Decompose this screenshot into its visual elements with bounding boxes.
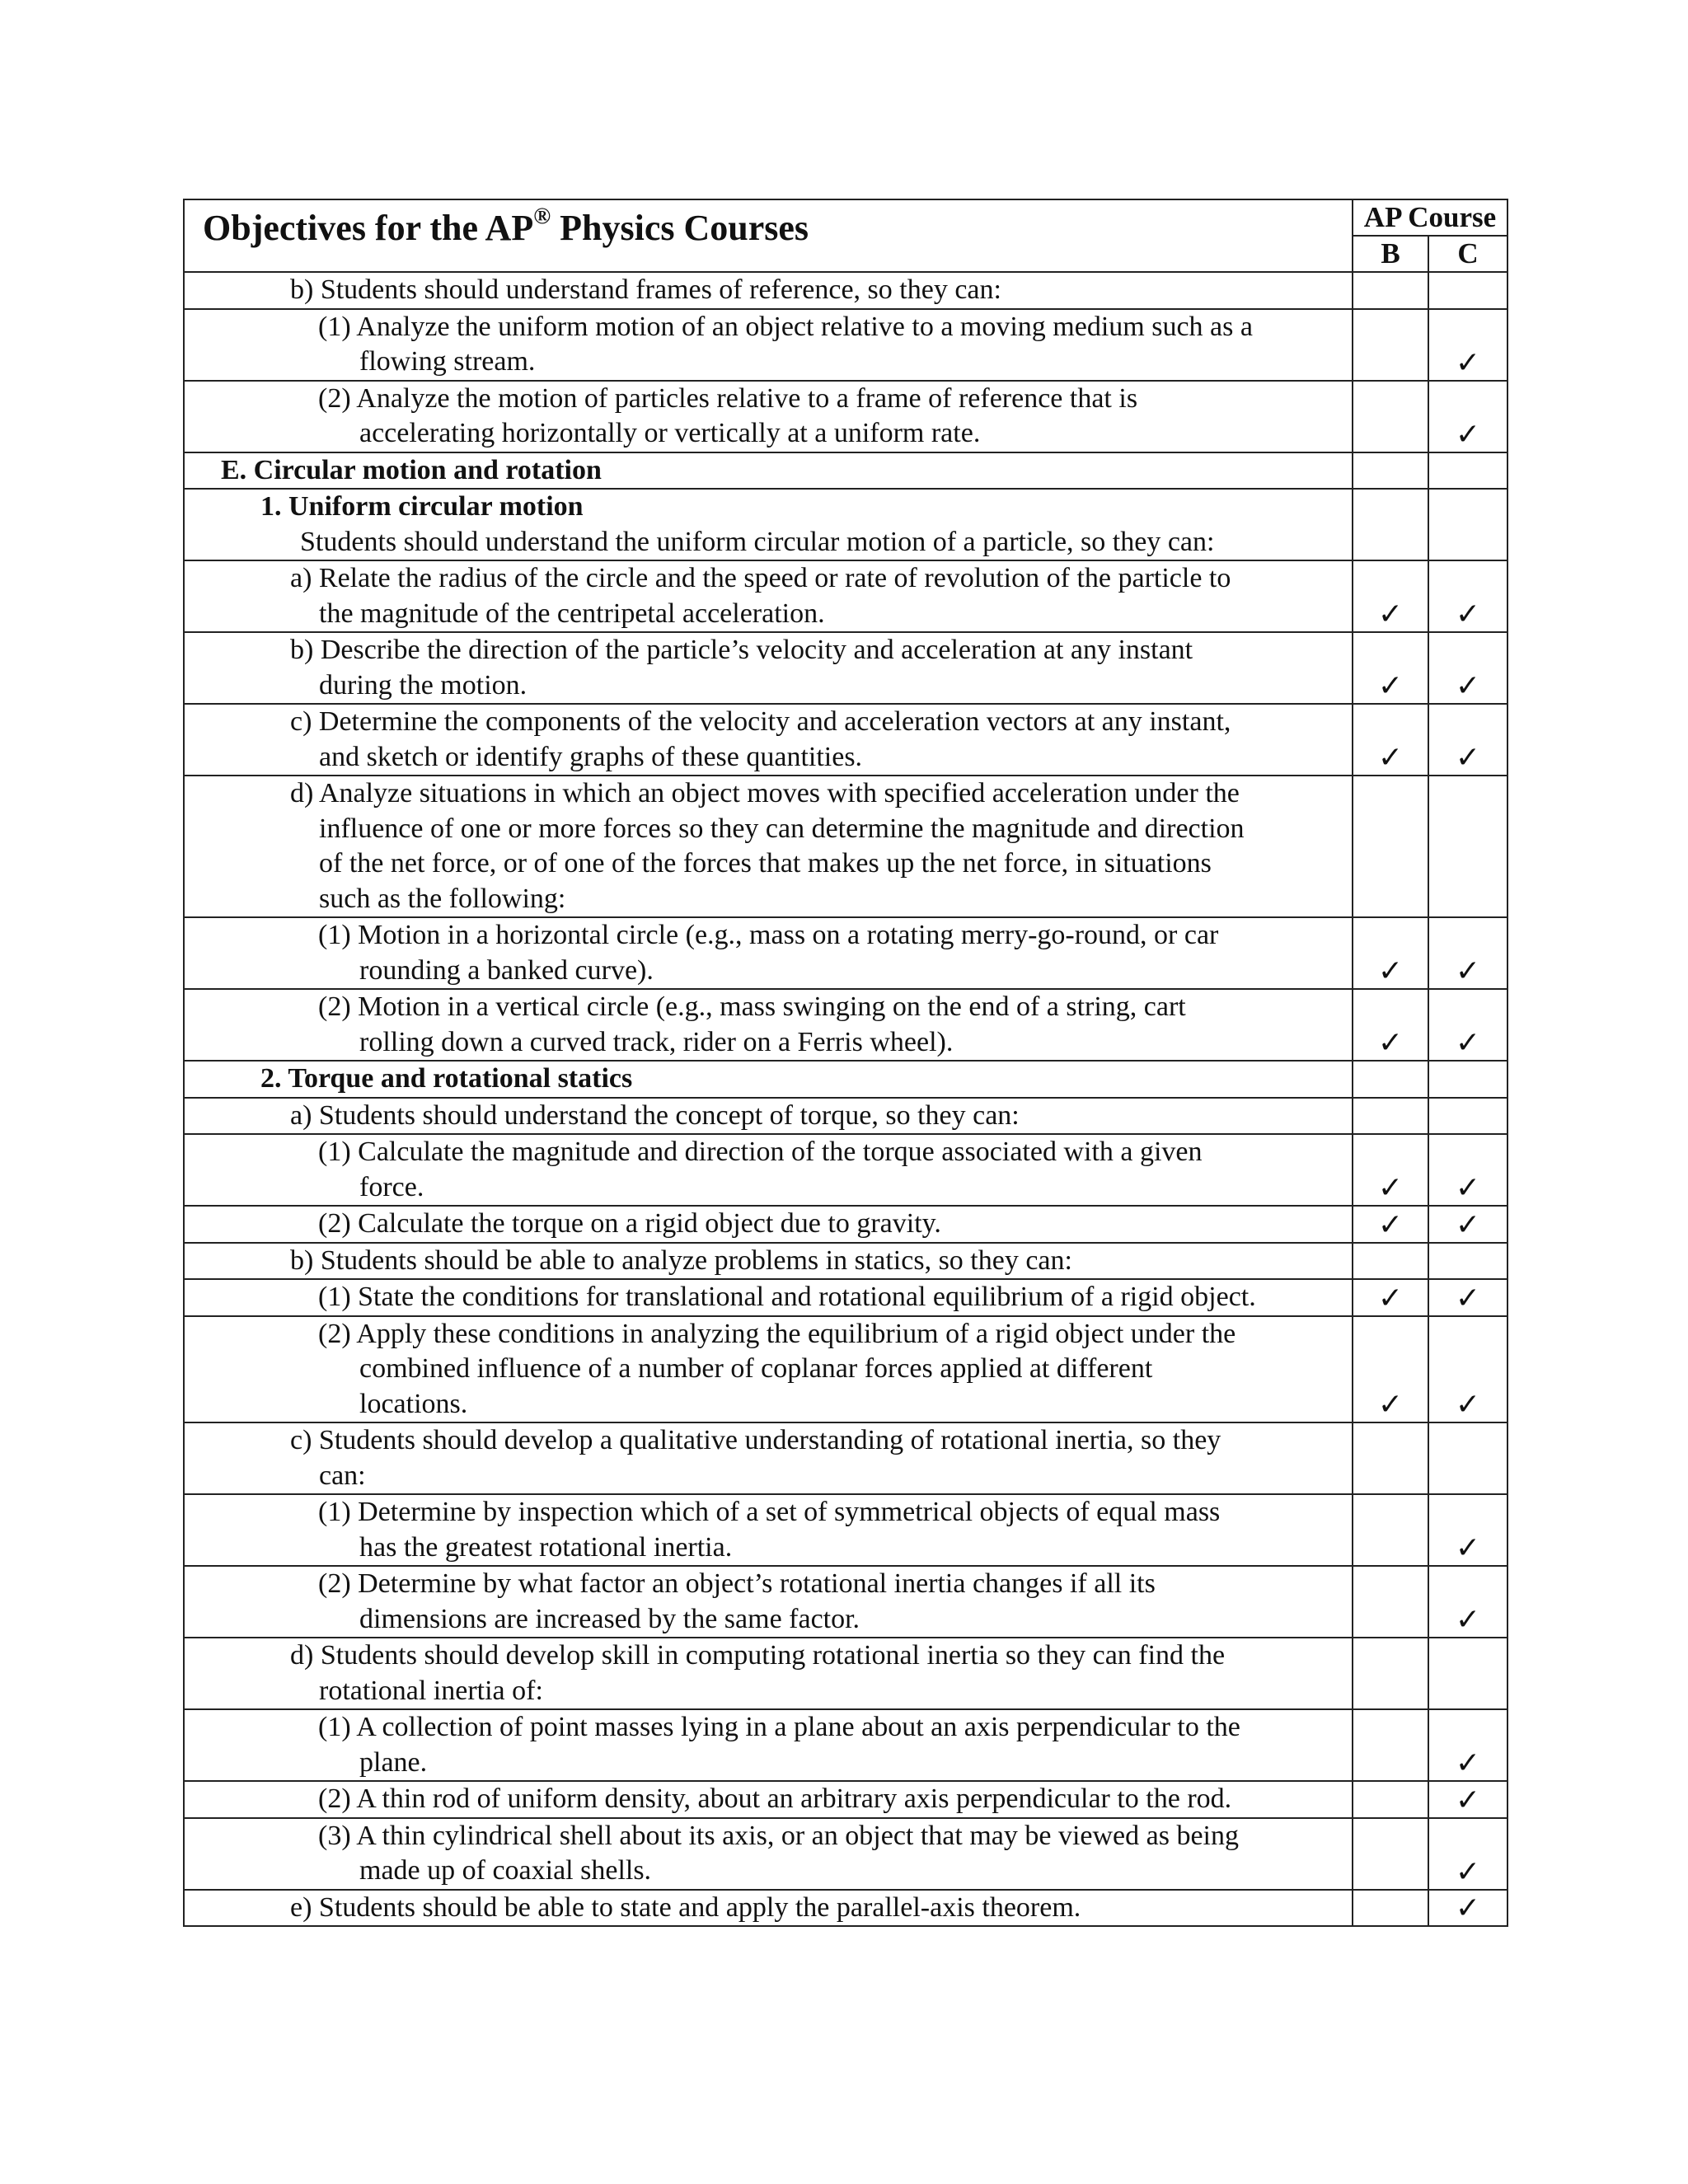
objective-text: (1) Analyze the uniform motion of an object relative to a moving medium such as a: [318, 311, 1253, 342]
check-b-cell: [1353, 1781, 1428, 1818]
objective-text: a) Students should understand the concept of torque, so they can:: [290, 1099, 1020, 1131]
objective-text: combined influence of a number of coplanar forces applied at different: [359, 1353, 1153, 1384]
objective-cell: [184, 1134, 1353, 1206]
table-row: [184, 917, 1507, 989]
table-row: [184, 489, 1507, 560]
check-c-cell: ✓: [1428, 1781, 1507, 1818]
check-c-cell: ✓: [1428, 1709, 1507, 1781]
check-c-cell: ✓: [1428, 1279, 1507, 1316]
table-row: [184, 1061, 1507, 1098]
objective-text: force.: [359, 1171, 424, 1202]
objective-text: c) Students should develop a qualitative understanding of rotational inertia, so they: [290, 1425, 1221, 1455]
check-c-cell: ✓: [1428, 381, 1507, 452]
check-b-cell: ✓: [1353, 632, 1428, 704]
check-b-cell: ✓: [1353, 560, 1428, 632]
objective-cell: [184, 1638, 1353, 1709]
column-b-header: B: [1353, 236, 1428, 272]
objective-text: b) Describe the direction of the particle’s velocity and acceleration at any instant: [290, 635, 1193, 665]
check-c-cell: [1428, 272, 1507, 309]
objective-text: a) Relate the radius of the circle and the speed or rate of revolution of the particle to: [290, 563, 1231, 593]
objective-text: of the net force, or of one of the forces that makes up the net force, in situations: [319, 848, 1212, 879]
check-c-cell: ✓: [1428, 632, 1507, 704]
check-c-cell: ✓: [1428, 704, 1507, 776]
table-row: [184, 1279, 1507, 1316]
check-b-cell: [1353, 1061, 1428, 1098]
objective-cell: [184, 704, 1353, 776]
table-row: [184, 1709, 1507, 1781]
table-row: [184, 776, 1507, 917]
check-b-cell: [1353, 1566, 1428, 1638]
objective-cell: [184, 1818, 1353, 1890]
table-row: [184, 452, 1507, 490]
objective-cell: [184, 776, 1353, 917]
title-text-end: Physics Courses: [551, 208, 809, 248]
objective-text: b) Students should understand frames of reference, so they can:: [290, 274, 1001, 305]
table-row: [184, 560, 1507, 632]
table-row: [184, 309, 1507, 381]
check-c-cell: [1428, 1061, 1507, 1098]
check-b-cell: [1353, 309, 1428, 381]
check-b-cell: ✓: [1353, 1206, 1428, 1243]
check-b-cell: [1353, 776, 1428, 917]
objective-cell: [184, 1709, 1353, 1781]
table-row: [184, 1316, 1507, 1423]
objective-text: b) Students should be able to analyze problems in statics, so they can:: [290, 1244, 1072, 1276]
objective-text: (1) Motion in a horizontal circle (e.g., mass on a rotating merry-go-round, or car: [318, 920, 1219, 950]
table-row: [184, 1422, 1507, 1494]
page-title: [184, 199, 1353, 272]
check-b-cell: ✓: [1353, 917, 1428, 989]
check-c-cell: [1428, 1638, 1507, 1709]
objective-text: flowing stream.: [359, 346, 536, 377]
registered-mark: ®: [533, 204, 551, 230]
check-c-cell: ✓: [1428, 560, 1507, 632]
check-c-cell: ✓: [1428, 1206, 1507, 1243]
objective-text: (2) Motion in a vertical circle (e.g., mass swinging on the end of a string, cart: [318, 991, 1186, 1022]
objective-text: 1. Uniform circular motion: [260, 491, 584, 522]
check-c-cell: ✓: [1428, 1566, 1507, 1638]
objective-text: locations.: [359, 1388, 468, 1419]
objective-text: d) Students should develop skill in computing rotational inertia so they can find the: [290, 1640, 1226, 1671]
check-b-cell: ✓: [1353, 989, 1428, 1061]
objective-text: and sketch or identify graphs of these quantities.: [319, 741, 863, 772]
objective-text: (2) Apply these conditions in analyzing the equilibrium of a rigid object under the: [318, 1318, 1236, 1349]
check-b-cell: [1353, 452, 1428, 490]
objective-text: 2. Torque and rotational statics: [260, 1063, 633, 1094]
check-c-cell: ✓: [1428, 1134, 1507, 1206]
check-c-cell: ✓: [1428, 1818, 1507, 1890]
objective-text: influence of one or more forces so they can determine the magnitude and direction: [319, 813, 1245, 844]
objective-text: (2) A thin rod of uniform density, about an arbitrary axis perpendicular to the rod.: [318, 1783, 1232, 1814]
objective-text: rotational inertia of:: [319, 1675, 543, 1706]
objective-text: can:: [319, 1460, 366, 1491]
objective-text: accelerating horizontally or vertically at a uniform rate.: [359, 418, 981, 448]
objective-text: (1) Calculate the magnitude and direction of the torque associated with a given: [318, 1137, 1203, 1167]
check-c-cell: ✓: [1428, 1316, 1507, 1423]
check-c-cell: [1428, 1422, 1507, 1494]
objective-cell: [184, 1494, 1353, 1566]
objective-cell: [184, 272, 1353, 309]
check-b-cell: ✓: [1353, 1316, 1428, 1423]
check-c-cell: [1428, 452, 1507, 490]
table-row: [184, 1818, 1507, 1890]
objective-intro-text: Students should understand the uniform circular motion of a particle, so they can:: [300, 526, 1215, 557]
table-row: [184, 632, 1507, 704]
objective-text: the magnitude of the centripetal acceleration.: [319, 598, 825, 629]
objective-cell: [184, 1781, 1353, 1818]
check-c-cell: [1428, 1098, 1507, 1135]
objective-text: (1) Determine by inspection which of a set of symmetrical objects of equal mass: [318, 1497, 1221, 1527]
check-c-cell: [1428, 489, 1507, 560]
objective-text: during the motion.: [319, 669, 528, 701]
objective-text: d) Analyze situations in which an object moves with specified acceleration under the: [290, 778, 1240, 808]
objective-text: (2) Calculate the torque on a rigid object due to gravity.: [318, 1208, 941, 1239]
objective-cell: [184, 632, 1353, 704]
objective-cell: [184, 560, 1353, 632]
check-b-cell: [1353, 489, 1428, 560]
objective-cell: [184, 1098, 1353, 1135]
table-row: [184, 1134, 1507, 1206]
header-row: [184, 199, 1507, 236]
objective-cell: [184, 1243, 1353, 1280]
objective-cell: [184, 452, 1353, 490]
objective-text: c) Determine the components of the velocity and acceleration vectors at any instant,: [290, 706, 1231, 737]
objective-cell: [184, 917, 1353, 989]
table-row: [184, 1206, 1507, 1243]
title-text: Objectives for the AP: [203, 208, 534, 248]
check-b-cell: [1353, 1422, 1428, 1494]
objective-cell: [184, 489, 1353, 560]
check-c-cell: [1428, 776, 1507, 917]
objectives-table: [183, 199, 1508, 1927]
objective-cell: [184, 1890, 1353, 1927]
table-row: [184, 1638, 1507, 1709]
table-row: [184, 1566, 1507, 1638]
objective-cell: [184, 989, 1353, 1061]
table-row: [184, 1781, 1507, 1818]
table-row: [184, 1243, 1507, 1280]
check-b-cell: [1353, 1098, 1428, 1135]
check-b-cell: [1353, 1709, 1428, 1781]
check-c-cell: ✓: [1428, 1890, 1507, 1927]
objective-cell: [184, 1279, 1353, 1316]
objective-text: (3) A thin cylindrical shell about its axis, or an object that may be viewed as being: [318, 1820, 1240, 1851]
objective-text: (2) Analyze the motion of particles relative to a frame of reference that is: [318, 382, 1138, 414]
objective-text: (1) A collection of point masses lying in a plane about an axis perpendicular to the: [318, 1712, 1240, 1742]
check-c-cell: ✓: [1428, 917, 1507, 989]
check-b-cell: ✓: [1353, 1134, 1428, 1206]
objective-cell: [184, 1061, 1353, 1098]
check-b-cell: [1353, 1890, 1428, 1927]
objective-cell: [184, 1206, 1353, 1243]
table-row: [184, 381, 1507, 452]
objective-text: dimensions are increased by the same factor.: [359, 1603, 860, 1634]
table-row: [184, 272, 1507, 309]
check-b-cell: [1353, 1243, 1428, 1280]
check-b-cell: [1353, 272, 1428, 309]
check-b-cell: [1353, 1818, 1428, 1890]
table-row: [184, 704, 1507, 776]
table-row: [184, 1494, 1507, 1566]
check-c-cell: ✓: [1428, 309, 1507, 381]
objective-text: plane.: [359, 1746, 428, 1778]
objective-cell: [184, 1316, 1353, 1423]
table-row: [184, 1098, 1507, 1135]
objective-text: (1) State the conditions for translational and rotational equilibrium of a rigid object.: [318, 1282, 1256, 1312]
check-b-cell: ✓: [1353, 1279, 1428, 1316]
check-b-cell: ✓: [1353, 704, 1428, 776]
objective-text: has the greatest rotational inertia.: [359, 1531, 733, 1563]
objective-cell: [184, 381, 1353, 452]
check-b-cell: [1353, 1638, 1428, 1709]
check-c-cell: ✓: [1428, 1494, 1507, 1566]
check-c-cell: [1428, 1243, 1507, 1280]
table-row: [184, 989, 1507, 1061]
objective-text: made up of coaxial shells.: [359, 1855, 652, 1886]
check-c-cell: ✓: [1428, 989, 1507, 1061]
check-b-cell: [1353, 381, 1428, 452]
column-c-header: C: [1428, 236, 1507, 272]
objective-text: (2) Determine by what factor an object’s rotational inertia changes if all its: [318, 1568, 1156, 1599]
objective-text: rounding a banked curve).: [359, 954, 654, 986]
objective-cell: [184, 309, 1353, 381]
ap-course-header: AP Course: [1353, 199, 1507, 236]
check-b-cell: [1353, 1494, 1428, 1566]
objective-cell: [184, 1566, 1353, 1638]
objective-cell: [184, 1422, 1353, 1494]
objective-text: e) Students should be able to state and apply the parallel-axis theorem.: [290, 1891, 1081, 1923]
table-row: [184, 1890, 1507, 1927]
objective-text: rolling down a curved track, rider on a Ferris wheel).: [359, 1026, 954, 1057]
objective-text: such as the following:: [319, 883, 566, 914]
objective-text: E. Circular motion and rotation: [221, 454, 602, 485]
